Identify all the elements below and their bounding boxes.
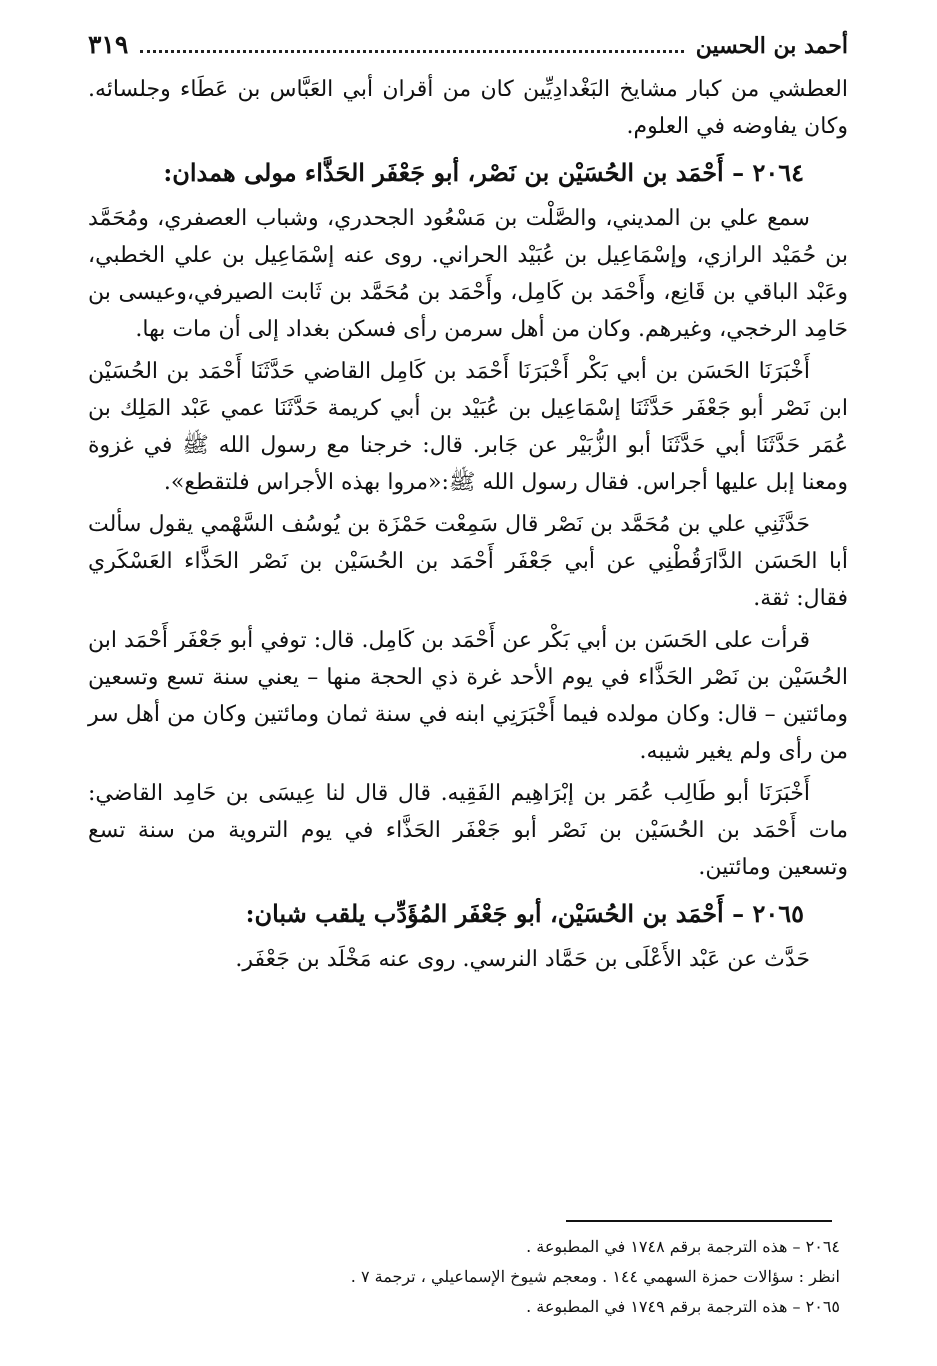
page-body <box>88 30 848 978</box>
entry-2064-paragraph-5: أَخْبَرَنَا أبو طَالِب عُمَر بن إبْرَاهِيم الفَقِيه. قال قال لنا عِيسَى بن حَامِد القاضي: مات أَحْمَد بن الحُسَيْن بن نَصْر أبو جَعْفَر الحَذَّاء في يوم التروية من سنة تسع وتسعين ومائتين. <box>88 781 848 880</box>
footnote-3: ٢٠٦٥ – هذه الترجمة برقم ١٧٤٩ في المطبوعة . <box>526 1297 840 1316</box>
footnotes <box>200 1232 840 1322</box>
footnote-1: ٢٠٦٤ – هذه الترجمة برقم ١٧٤٨ في المطبوعة . <box>526 1237 840 1256</box>
entry-2064-paragraph-4: قرأت على الحَسَن بن أبي بَكْر عن أَحْمَد بن كَامِل. قال: توفي أبو جَعْفَر أَحْمَد ابن الحُسَيْن بن نَصْر الحَذَّاء في يوم الأحد غرة ذي الحجة منها – يعني سنة تسع وتسعين ومائتين – قال: وكان مولده فيما أَخْبَرَنِي ابنه في سنة ثمان ومائتين وكان من أهل سر من رأى ولم يغير شيبه. <box>88 628 848 764</box>
entry-heading-2064: ٢٠٦٤ – أَحْمَد بن الحُسَيْن بن نَصْر، أبو جَعْفَر الحَذَّاء مولى همدان: <box>163 158 804 187</box>
entry-2064-paragraph-3: حَدَّثَنِي علي بن مُحَمَّد بن نَصْر قال سَمِعْت حَمْزَة بن يُوسُف السَّهْمي يقول سألت أبا الحَسَن الدَّارَقُطْنِي عن أبي جَعْفَر أَحْمَد بن الحُسَيْن بن نَصْر الحَذَّاء العَسْكَري فقال: ثقة. <box>88 512 848 611</box>
intro-paragraph: العطشي من كبار مشايخ البَغْدادِيِّين كان من أقران أبي العَبَّاس بن عَطَاء وجلسائه. وكان يفاوضه في العلوم. <box>88 77 848 139</box>
entry-heading-2065: ٢٠٦٥ – أَحْمَد بن الحُسَيْن، أبو جَعْفَر المُؤَدِّب يلقب شبان: <box>245 899 804 928</box>
entry-2064-paragraph-2: أَخْبَرَنَا الحَسَن بن أبي بَكْر أَخْبَرَنَا أَحْمَد بن كَامِل القاضي حَدَّثَنَا أَحْمَد بن الحُسَيْن ابن نَصْر أبو جَعْفَر حَدَّثَنَا إسْمَاعِيل بن عُبَيْد بن أبي كريمة حَدَّثَنَا عمي عَبْد المَلِك بن عُمَر حَدَّثَنَا أبي حَدَّثَنَا أبو الزُّبَيْر عن جَابر. قال: خرجنا مع رسول الله ﷺ في غزوة ومعنا إبل عليها أجراس. فقال رسول الله ﷺ:«مروا بهذه الأجراس فلتقطع». <box>88 359 848 495</box>
footnote-2: انظر : سؤالات حمزة السهمي ١٤٤ . ومعجم شيوخ الإسماعيلي ، ترجمة ٧ . <box>350 1267 840 1286</box>
header-dotted-leader <box>140 36 684 53</box>
page-header <box>88 30 848 71</box>
entry-2064-paragraph-1: سمع علي بن المديني، والصَّلْت بن مَسْعُود الجحدري، وشباب العصفري، ومُحَمَّد بن حُمَيْد الرازي، وإسْمَاعِيل بن عُبَيْد الحراني. روى عنه إسْمَاعِيل بن علي الخطبي، وعَبْد الباقي بن قَانِع، وأَحْمَد بن كَامِل، وأَحْمَد بن مُحَمَّد بن ثَابت الصيرفي،وعيسى بن حَامِد الرخجي، وغيرهم. وكان من أهل سرمن رأى فسكن بغداد إلى أن مات بها. <box>88 206 848 342</box>
footnote-separator <box>566 1220 832 1222</box>
page-number: ٣١٩ <box>88 30 129 59</box>
running-title: أحمد بن الحسين <box>695 33 848 59</box>
entry-2065-paragraph-1: حَدَّث عن عَبْد الأَعْلَى بن حَمَّاد النرسي. روى عنه مَخْلَد بن جَعْفَر. <box>235 947 810 972</box>
